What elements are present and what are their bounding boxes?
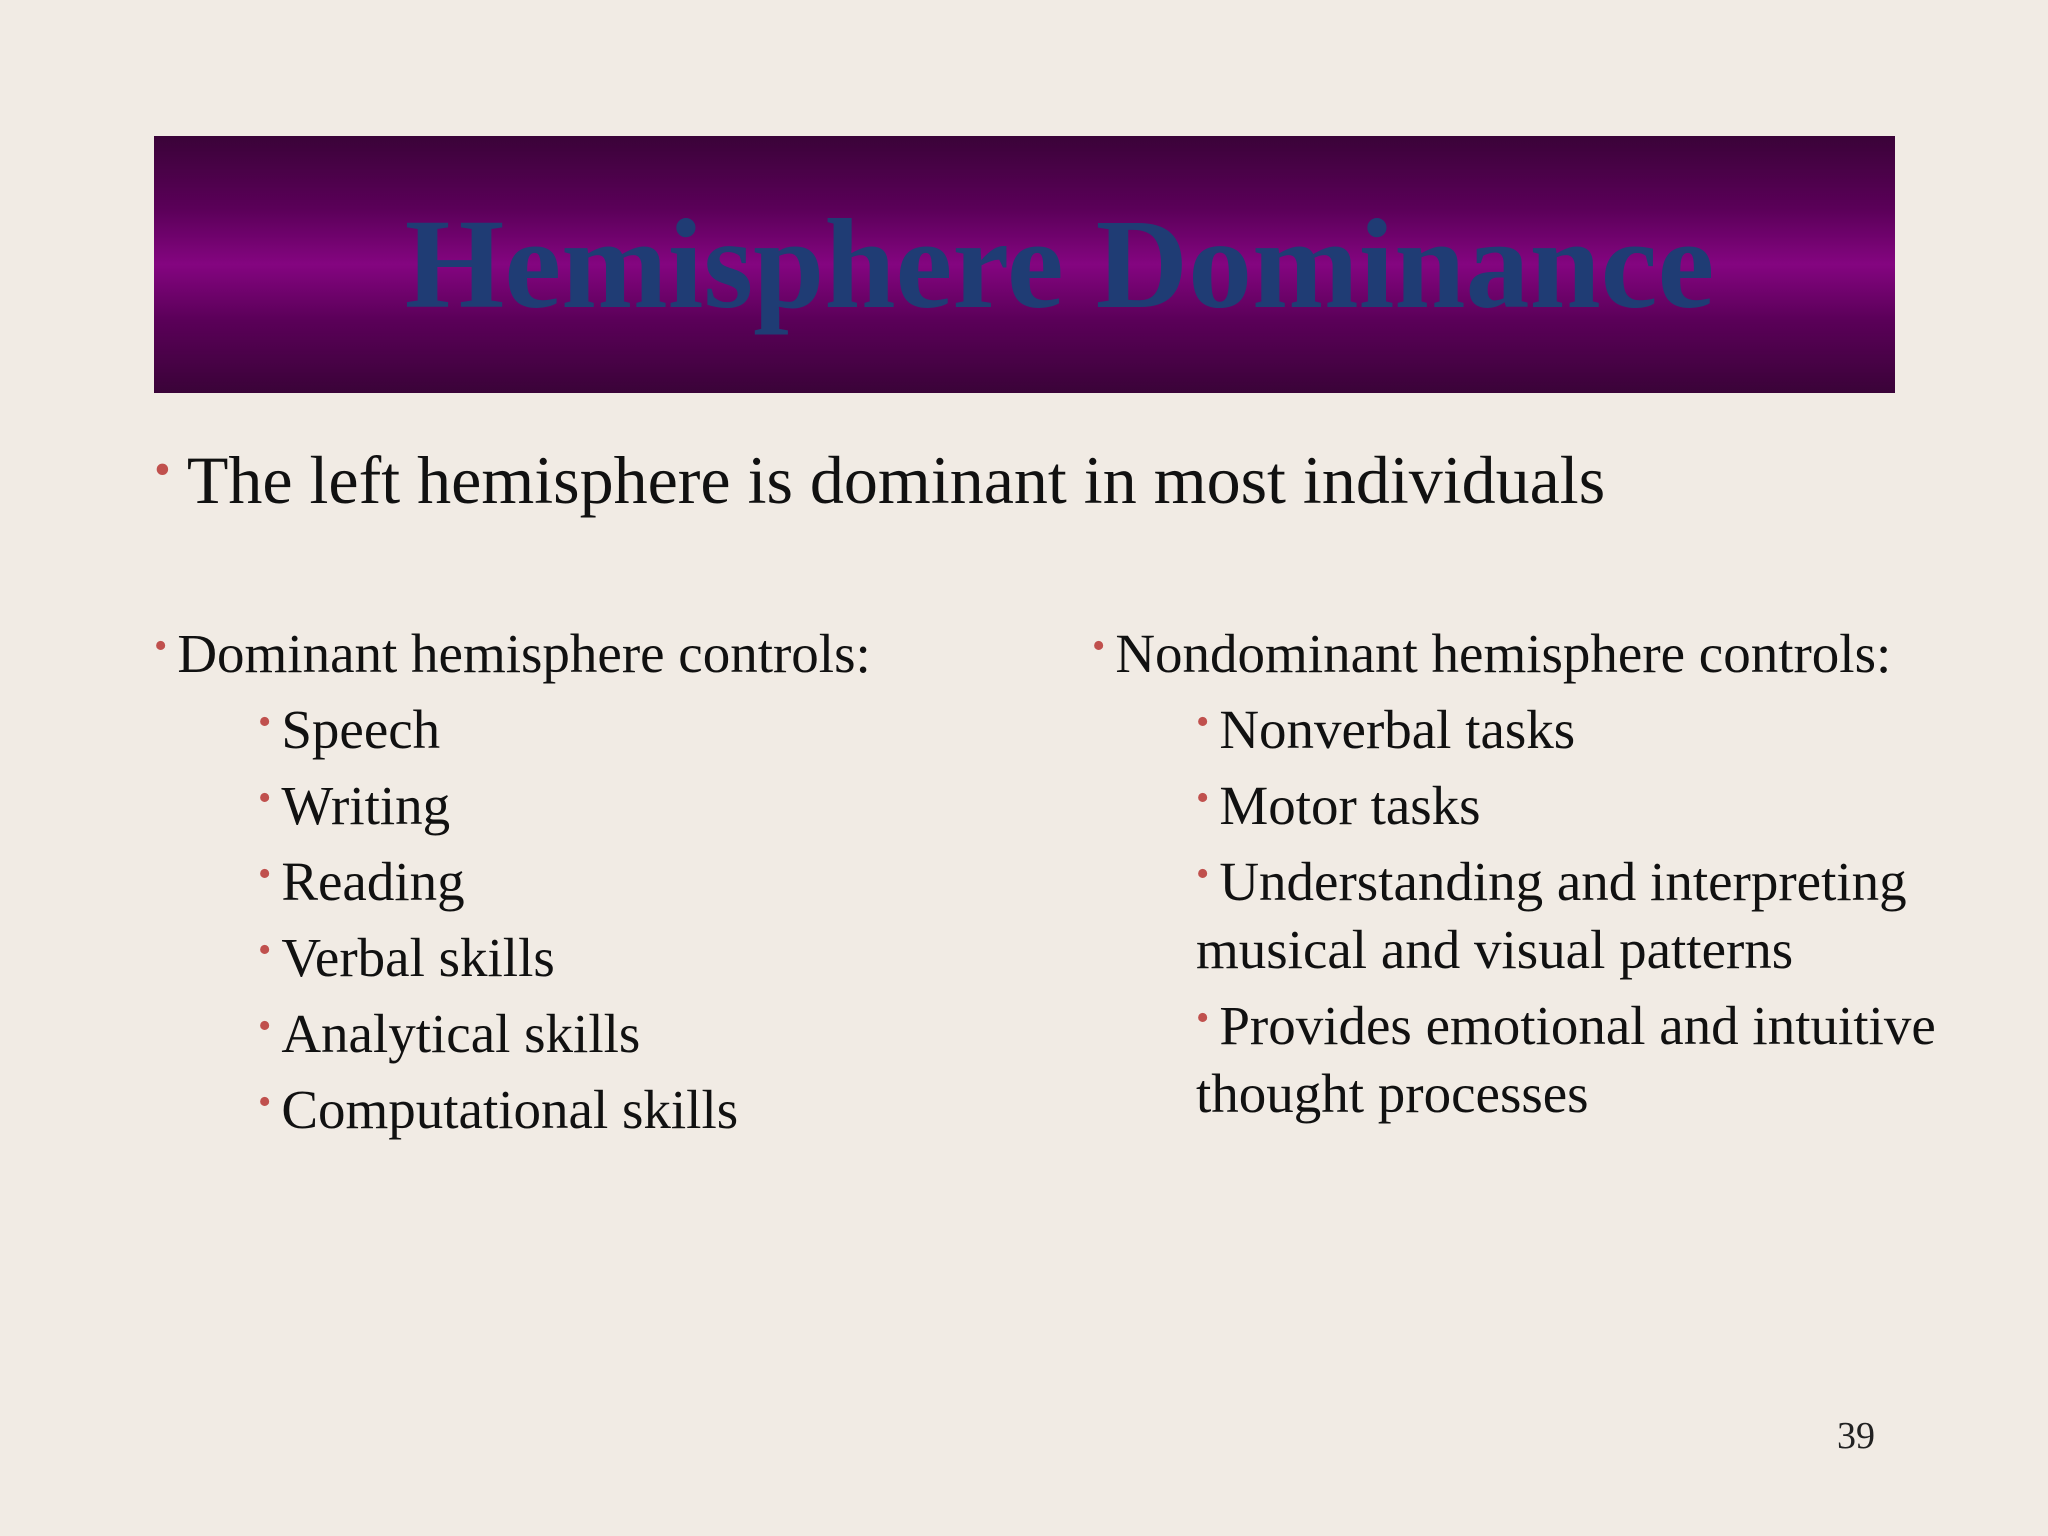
bullet-icon: • [258, 853, 272, 895]
list-item-text: Motor tasks [1219, 775, 1481, 836]
list-item [154, 764, 1014, 840]
list-item-text: Verbal skills [281, 927, 555, 988]
bullet-icon: • [1196, 701, 1210, 743]
list-item-text: Analytical skills [281, 1003, 641, 1064]
bullet-icon: • [258, 1005, 272, 1047]
bullet-icon: • [258, 929, 272, 971]
list-item [154, 1068, 1014, 1144]
dominant-column [154, 612, 1014, 1144]
list-item [1092, 840, 1992, 984]
main-point-text: The left hemisphere is dominant in most individuals [186, 442, 1606, 518]
bullet-icon: • [258, 777, 272, 819]
bullet-icon: • [258, 701, 272, 743]
list-item [154, 688, 1014, 764]
list-item-text: Nonverbal tasks [1219, 699, 1576, 760]
bullet-icon: • [154, 625, 168, 667]
bullet-icon: • [1196, 997, 1210, 1039]
list-item [154, 992, 1014, 1068]
nondominant-heading-text: Nondominant hemisphere controls: [1115, 623, 1892, 684]
dominant-list [154, 688, 1014, 1144]
list-item-text: Provides emotional and intuitive thought processes [1196, 995, 1936, 1124]
page-number: 39 [1837, 1415, 1875, 1457]
list-item-text: Computational skills [281, 1079, 739, 1140]
nondominant-column [1092, 612, 1992, 1128]
bullet-icon: • [258, 1081, 272, 1123]
list-item [1092, 688, 1992, 764]
dominant-heading-text: Dominant hemisphere controls: [177, 623, 871, 684]
list-item [154, 840, 1014, 916]
list-item-text: Writing [281, 775, 451, 836]
list-item [154, 916, 1014, 992]
bullet-icon: • [1196, 777, 1210, 819]
list-item-text: Understanding and interpreting musical and visual patterns [1196, 851, 1907, 980]
list-item-text: Speech [281, 699, 441, 760]
title-banner [154, 136, 1895, 393]
list-item-text: Reading [281, 851, 465, 912]
slide-title: Hemisphere Dominance [404, 193, 1715, 335]
list-item [1092, 764, 1992, 840]
main-bullet-point [154, 440, 1605, 522]
list-item [1092, 984, 1992, 1128]
bullet-icon: • [154, 443, 171, 496]
nondominant-heading [1092, 612, 1992, 688]
dominant-heading [154, 612, 1014, 688]
nondominant-list [1092, 688, 1992, 1128]
bullet-icon: • [1196, 853, 1210, 895]
bullet-icon: • [1092, 625, 1106, 667]
